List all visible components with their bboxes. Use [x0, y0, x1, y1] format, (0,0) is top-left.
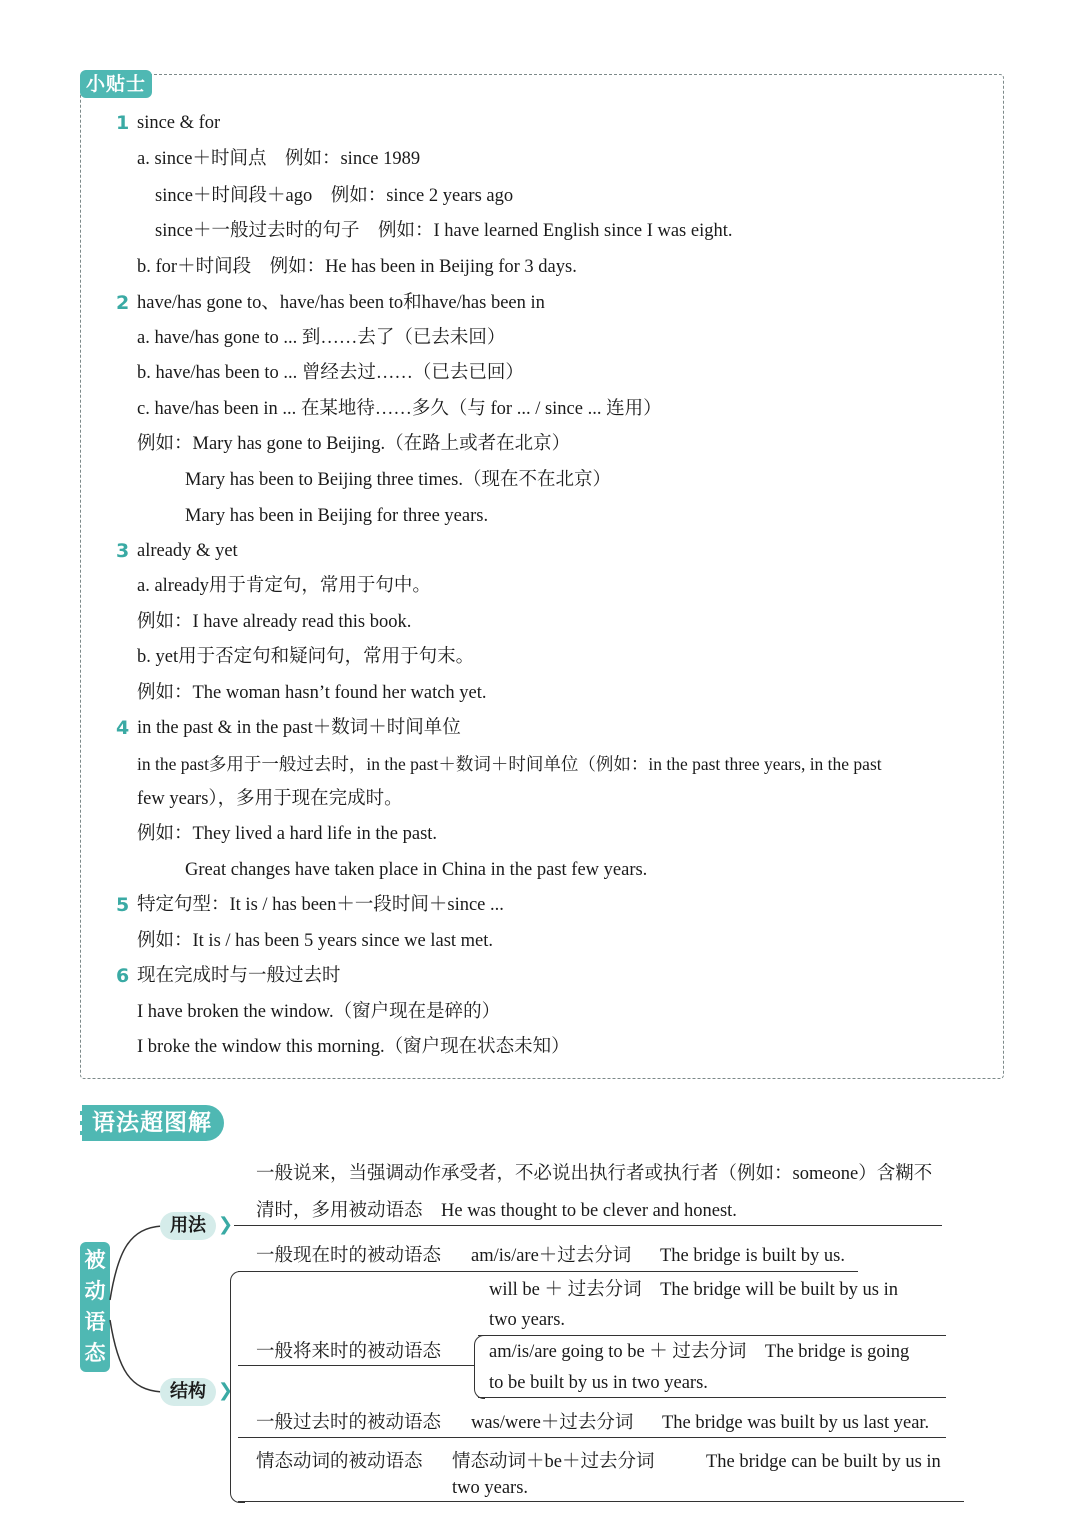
future-option: am/is/are going to be ＋ 过去分词 The bridge is going	[489, 1342, 910, 1362]
usage-line: 清时，多用被动语态 He was thought to be clever and honest.	[256, 1201, 737, 1221]
section-number: 5	[116, 894, 130, 916]
tip-line: since＋时间段＋ago 例如：since 2 years ago	[155, 186, 514, 206]
tip-line: b. for＋时间段 例如：He has been in Beijing for 3 days.	[137, 257, 577, 277]
tip-line: a. already用于肯定句，常用于句中。	[137, 576, 431, 596]
present-underline	[238, 1271, 858, 1272]
section-title: in the past & in the past＋数词＋时间单位	[137, 718, 461, 738]
tip-line: 例如：The woman hasn’t found her watch yet.	[137, 683, 487, 703]
future-bracket	[474, 1335, 485, 1399]
section-title: since & for	[137, 113, 221, 133]
present-formula: am/is/are＋过去分词	[471, 1246, 632, 1266]
past-formula: was/were＋过去分词	[471, 1413, 634, 1433]
section-number: 6	[116, 965, 130, 987]
tip-line: 例如：It is / has been 5 years since we last met.	[137, 931, 494, 951]
tip-line: Mary has been to Beijing three times.（现在不在北京）	[185, 470, 611, 490]
tip-line: in the past多用于一般过去时，in the past＋数词＋时间单位（例如：in the past three years, in the past	[137, 754, 882, 774]
tip-line: 例如：I have already read this book.	[137, 612, 412, 632]
chevron-right-icon: ❯	[218, 1380, 234, 1401]
section-title: have/has gone to、have/has been to和have/has been in	[137, 293, 545, 313]
tip-line: few years），多用于现在完成时。	[137, 789, 403, 809]
usage-underline	[234, 1225, 942, 1226]
usage-pill: 用法	[160, 1212, 216, 1240]
future-option: to be built by us in two years.	[489, 1373, 708, 1393]
section-number: 2	[116, 292, 130, 314]
tip-line: I have broken the window.（窗户现在是碎的）	[137, 1002, 501, 1022]
section-number: 4	[116, 717, 130, 739]
tip-line: a. have/has gone to ... 到……去了（已去未回）	[137, 328, 506, 348]
tip-line: Mary has been in Beijing for three years.	[185, 506, 489, 526]
section-title: 特定句型：It is / has been＋一段时间＋since ...	[137, 895, 504, 915]
modal-name: 情态动词的被动语态	[256, 1452, 423, 1472]
usage-line: 一般说来，当强调动作承受者，不必说出执行者或执行者（例如：someone）含糊不	[256, 1164, 933, 1184]
future-name: 一般将来时的被动语态	[256, 1342, 442, 1362]
tip-line: a. since＋时间点 例如：since 1989	[137, 149, 421, 169]
future-name-underline	[238, 1365, 474, 1366]
past-name: 一般过去时的被动语态	[256, 1413, 442, 1433]
modal-example-cont: two years.	[452, 1478, 529, 1498]
future-option: will be ＋ 过去分词 The bridge will be built by us in	[489, 1280, 899, 1300]
structure-pill: 结构	[160, 1378, 216, 1406]
root-label: 被动语态	[84, 1248, 106, 1365]
present-name: 一般现在时的被动语态	[256, 1246, 442, 1266]
tip-line: 例如：They lived a hard life in the past.	[137, 824, 438, 844]
tip-line: I broke the window this morning.（窗户现在状态未知）	[137, 1037, 570, 1057]
past-example: The bridge was built by us last year.	[662, 1413, 930, 1433]
section-title: already & yet	[137, 541, 238, 561]
section-title: 现在完成时与一般过去时	[137, 966, 341, 986]
past-underline	[238, 1437, 946, 1438]
tip-line: b. yet用于否定句和疑问句，常用于句末。	[137, 647, 475, 667]
tip-line: c. have/has been in ... 在某地待……多久（与 for ... / since ... 连用）	[137, 399, 662, 419]
modal-underline	[238, 1501, 964, 1502]
chevron-right-icon: ❯	[218, 1214, 234, 1235]
future-option: two years.	[489, 1310, 566, 1330]
modal-formula: 情态动词＋be＋过去分词	[452, 1452, 655, 1472]
future-underline	[478, 1397, 946, 1398]
tip-line: 例如：Mary has gone to Beijing.（在路上或者在北京）	[137, 434, 571, 454]
section-number: 3	[116, 540, 130, 562]
structure-bracket	[230, 1271, 245, 1503]
present-example: The bridge is built by us.	[660, 1246, 845, 1266]
tip-line: since＋一般过去时的句子 例如：I have learned English since I was eight.	[155, 221, 733, 241]
tips-tag: 小贴士	[80, 70, 152, 98]
tip-line: b. have/has been to ... 曾经去过……（已去已回）	[137, 363, 524, 383]
section-number: 1	[116, 112, 130, 134]
diagram-tag-label: 语法超图解	[92, 1110, 212, 1136]
tip-line: Great changes have taken place in China in the past few years.	[185, 860, 648, 880]
future-underline	[478, 1335, 946, 1336]
modal-example: The bridge can be built by us in	[706, 1452, 941, 1472]
